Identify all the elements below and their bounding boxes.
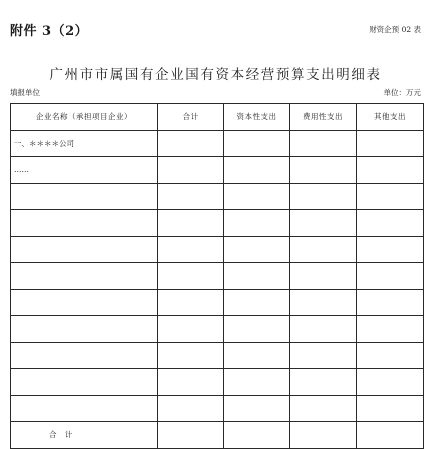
table-cell — [290, 289, 357, 316]
column-header-company: 企业名称（承担项目企业） — [11, 104, 158, 131]
table-cell — [11, 369, 158, 396]
table-cell — [11, 236, 158, 263]
table-cell — [224, 263, 290, 290]
column-header-expense: 费用性支出 — [290, 104, 357, 131]
table-cell — [224, 183, 290, 210]
table-cell — [290, 395, 357, 422]
table-cell — [11, 289, 158, 316]
table-cell — [158, 210, 224, 237]
table-cell — [357, 422, 424, 449]
budget-table — [10, 103, 424, 449]
document-title: 广州市市属国有企业国有资本经营预算支出明细表 — [49, 67, 382, 83]
header-row — [11, 104, 424, 131]
table-cell — [11, 263, 158, 290]
table-row — [11, 236, 424, 263]
table-cell — [357, 395, 424, 422]
column-header-capital: 资本性支出 — [224, 104, 290, 131]
table-cell — [158, 289, 224, 316]
table-cell — [224, 342, 290, 369]
table-cell — [290, 157, 357, 184]
table-cell — [224, 157, 290, 184]
table-row — [11, 183, 424, 210]
annex-label: 附件 3（2） — [10, 24, 89, 39]
table-cell — [158, 263, 224, 290]
table-row — [11, 157, 424, 184]
table-cell — [11, 183, 158, 210]
table-row — [11, 369, 424, 396]
table-cell — [11, 342, 158, 369]
table-cell — [11, 395, 158, 422]
unit-label: 单位：万元 — [383, 88, 421, 97]
table-cell — [224, 289, 290, 316]
table-cell — [357, 289, 424, 316]
table-cell — [158, 316, 224, 343]
table-row — [11, 395, 424, 422]
table-cell — [290, 316, 357, 343]
table-cell — [158, 369, 224, 396]
table-cell — [224, 395, 290, 422]
table-cell — [224, 422, 290, 449]
table-cell — [224, 130, 290, 157]
filler-label: 填报单位 — [10, 88, 40, 97]
total-row — [11, 422, 424, 449]
table-cell — [158, 157, 224, 184]
column-header-total: 合计 — [158, 104, 224, 131]
table-cell — [224, 236, 290, 263]
table-cell — [357, 236, 424, 263]
table-cell — [290, 422, 357, 449]
table-cell — [290, 183, 357, 210]
table-row — [11, 130, 424, 157]
table-cell — [290, 236, 357, 263]
table-cell — [290, 263, 357, 290]
table-cell — [357, 210, 424, 237]
table-row — [11, 210, 424, 237]
table-cell — [357, 130, 424, 157]
table-cell — [158, 342, 224, 369]
table-cell — [290, 369, 357, 396]
table-cell — [158, 422, 224, 449]
table-cell — [357, 157, 424, 184]
table-cell — [357, 263, 424, 290]
table-cell — [158, 236, 224, 263]
table-row — [11, 342, 424, 369]
table-row — [11, 263, 424, 290]
table-cell: …… — [11, 157, 158, 184]
table-cell — [224, 369, 290, 396]
table-cell — [224, 316, 290, 343]
table-cell — [357, 342, 424, 369]
total-label: 合 计 — [11, 422, 158, 449]
table-cell — [158, 130, 224, 157]
table-cell — [224, 210, 290, 237]
table-cell — [357, 183, 424, 210]
form-code: 财资企预 02 表 — [369, 25, 421, 34]
column-header-other: 其他支出 — [357, 104, 424, 131]
table-cell — [158, 183, 224, 210]
table-cell — [11, 210, 158, 237]
table-cell — [290, 210, 357, 237]
table-cell: 一、＊＊＊＊公司 — [11, 130, 158, 157]
table-cell — [158, 395, 224, 422]
table-cell — [357, 316, 424, 343]
table-cell — [290, 130, 357, 157]
table-cell — [290, 342, 357, 369]
table-cell — [11, 316, 158, 343]
table-cell — [357, 369, 424, 396]
table-row — [11, 289, 424, 316]
table-row — [11, 316, 424, 343]
